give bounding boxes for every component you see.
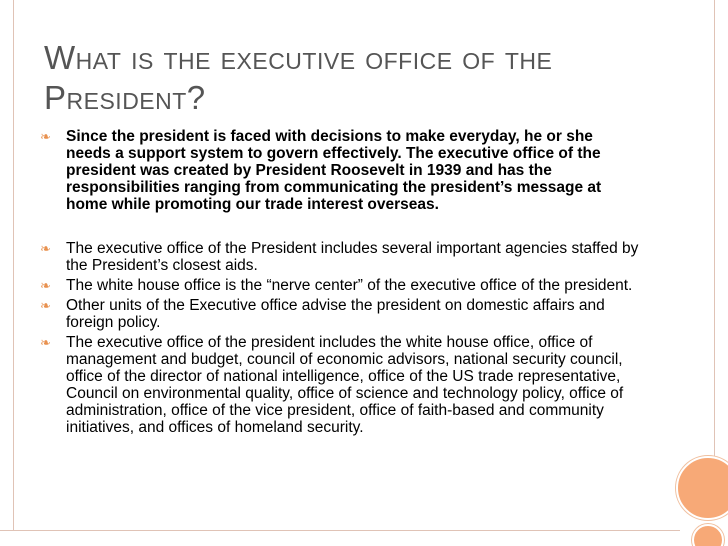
bullet-list [40,128,640,439]
bullet-text: Other units of the Executive office advise the president on domestic affairs and foreign policy. [66,297,605,331]
bullet-item [40,128,640,213]
slide-title: What is the executive office of the President? [44,39,553,116]
fleuron-icon: ❧ [40,335,51,350]
bullet-item [40,334,640,436]
fleuron-icon: ❧ [40,278,51,293]
bottom-border-line [0,530,680,531]
fleuron-icon: ❧ [40,241,51,256]
bullet-text: The executive office of the President includes several important agencies staffed by the President’s closest aids. [66,240,639,274]
bullet-item [40,297,640,331]
right-border-line [714,0,715,458]
decorative-circle-large [676,456,728,520]
bullet-item [40,277,640,294]
decorative-circle-small [692,524,724,546]
fleuron-icon: ❧ [40,298,51,313]
bullet-item [40,240,640,274]
bullet-text: The executive office of the president includes the white house office, office of management and budget, council of economic advisors, national security council, office of the director of national intelligence, office of the US trade representative, Council on environmental quality, office of science and technology policy, office of administration, office of the vice president, office of faith-based and community initiatives, and offices of homeland security. [66,334,624,436]
fleuron-icon: ❧ [40,129,51,144]
bullet-text: The white house office is the “nerve center” of the executive office of the president. [66,277,633,294]
left-border-line [13,0,14,530]
bullet-text: Since the president is faced with decisions to make everyday, he or she needs a support system to govern effectively. The executive office of the president was created by President Roosevelt in 1939 and has the responsibilities ranging from communicating the president’s message at home while promoting our trade interest overseas. [66,128,602,213]
